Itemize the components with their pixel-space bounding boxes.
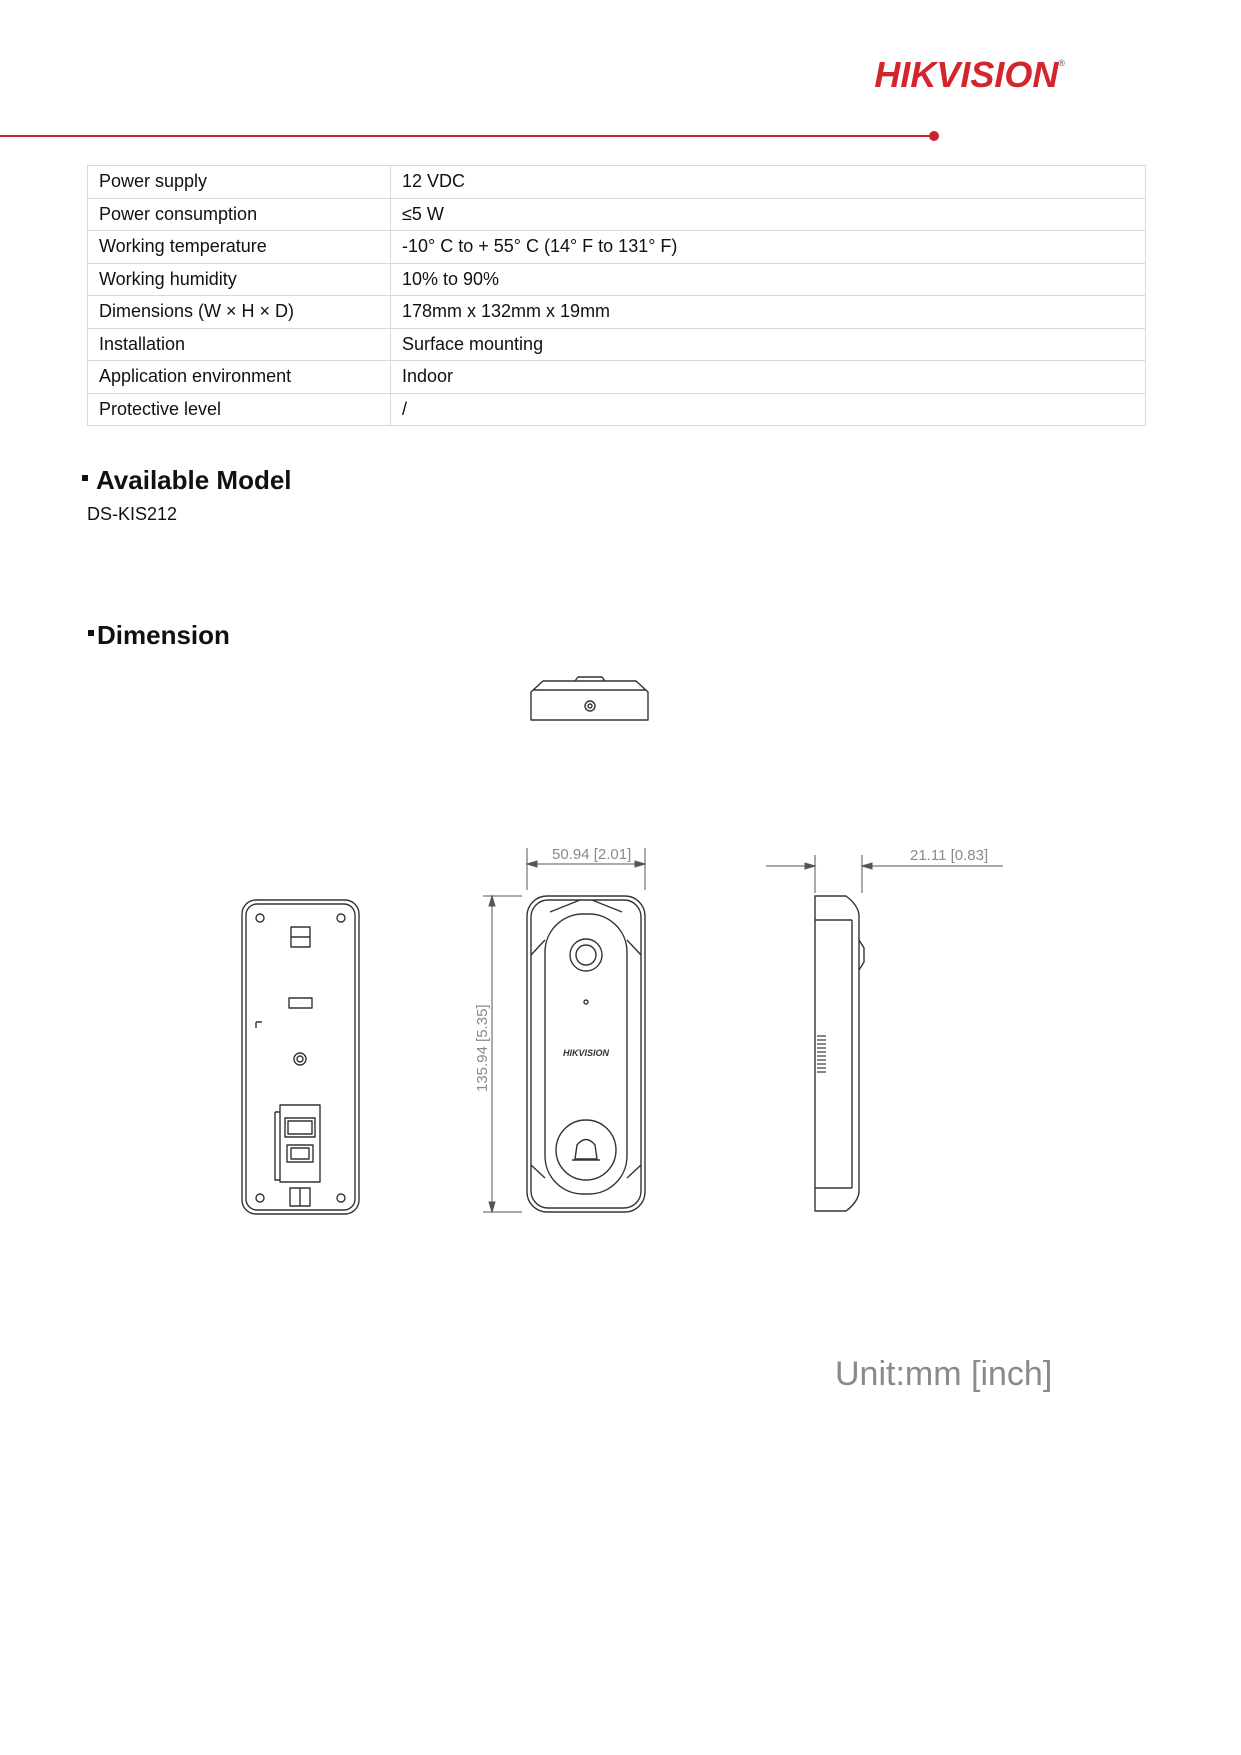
depth-dimension-label: 21.11 [0.83] (910, 847, 989, 864)
side-view-drawing (815, 896, 864, 1211)
logo-hik: HIK (874, 54, 937, 95)
spec-value: / (391, 393, 1146, 426)
logo-vision: VISION (936, 54, 1059, 95)
height-dimension-label: 135.94 [5.35] (474, 1004, 491, 1092)
spec-value: Indoor (391, 361, 1146, 394)
unit-label: Unit:mm [inch] (835, 1355, 1053, 1393)
spec-value: Surface mounting (391, 328, 1146, 361)
spec-key: Application environment (88, 361, 391, 394)
spec-key: Power consumption (88, 198, 391, 231)
dimension-title: Dimension (97, 620, 230, 650)
spec-value: 10% to 90% (391, 263, 1146, 296)
spec-key: Working humidity (88, 263, 391, 296)
spec-value: 178mm x 132mm x 19mm (391, 296, 1146, 329)
spec-key: Installation (88, 328, 391, 361)
available-model-title: Available Model (96, 465, 292, 495)
top-view-drawing (531, 677, 648, 720)
spec-key: Power supply (88, 166, 391, 199)
logo-registered: ® (1058, 58, 1065, 68)
device-logo-text: HIKVISION (562, 1048, 610, 1058)
spec-value: -10° C to + 55° C (14° F to 131° F) (391, 231, 1146, 264)
spec-value: 12 VDC (391, 166, 1146, 199)
spec-key: Working temperature (88, 231, 391, 264)
spec-value: ≤5 W (391, 198, 1146, 231)
back-view-drawing (242, 900, 359, 1214)
spec-key: Protective level (88, 393, 391, 426)
model-number: DS-KIS212 (87, 504, 178, 524)
spec-key: Dimensions (W × H × D) (88, 296, 391, 329)
width-dimension-label: 50.94 [2.01] (552, 846, 632, 863)
